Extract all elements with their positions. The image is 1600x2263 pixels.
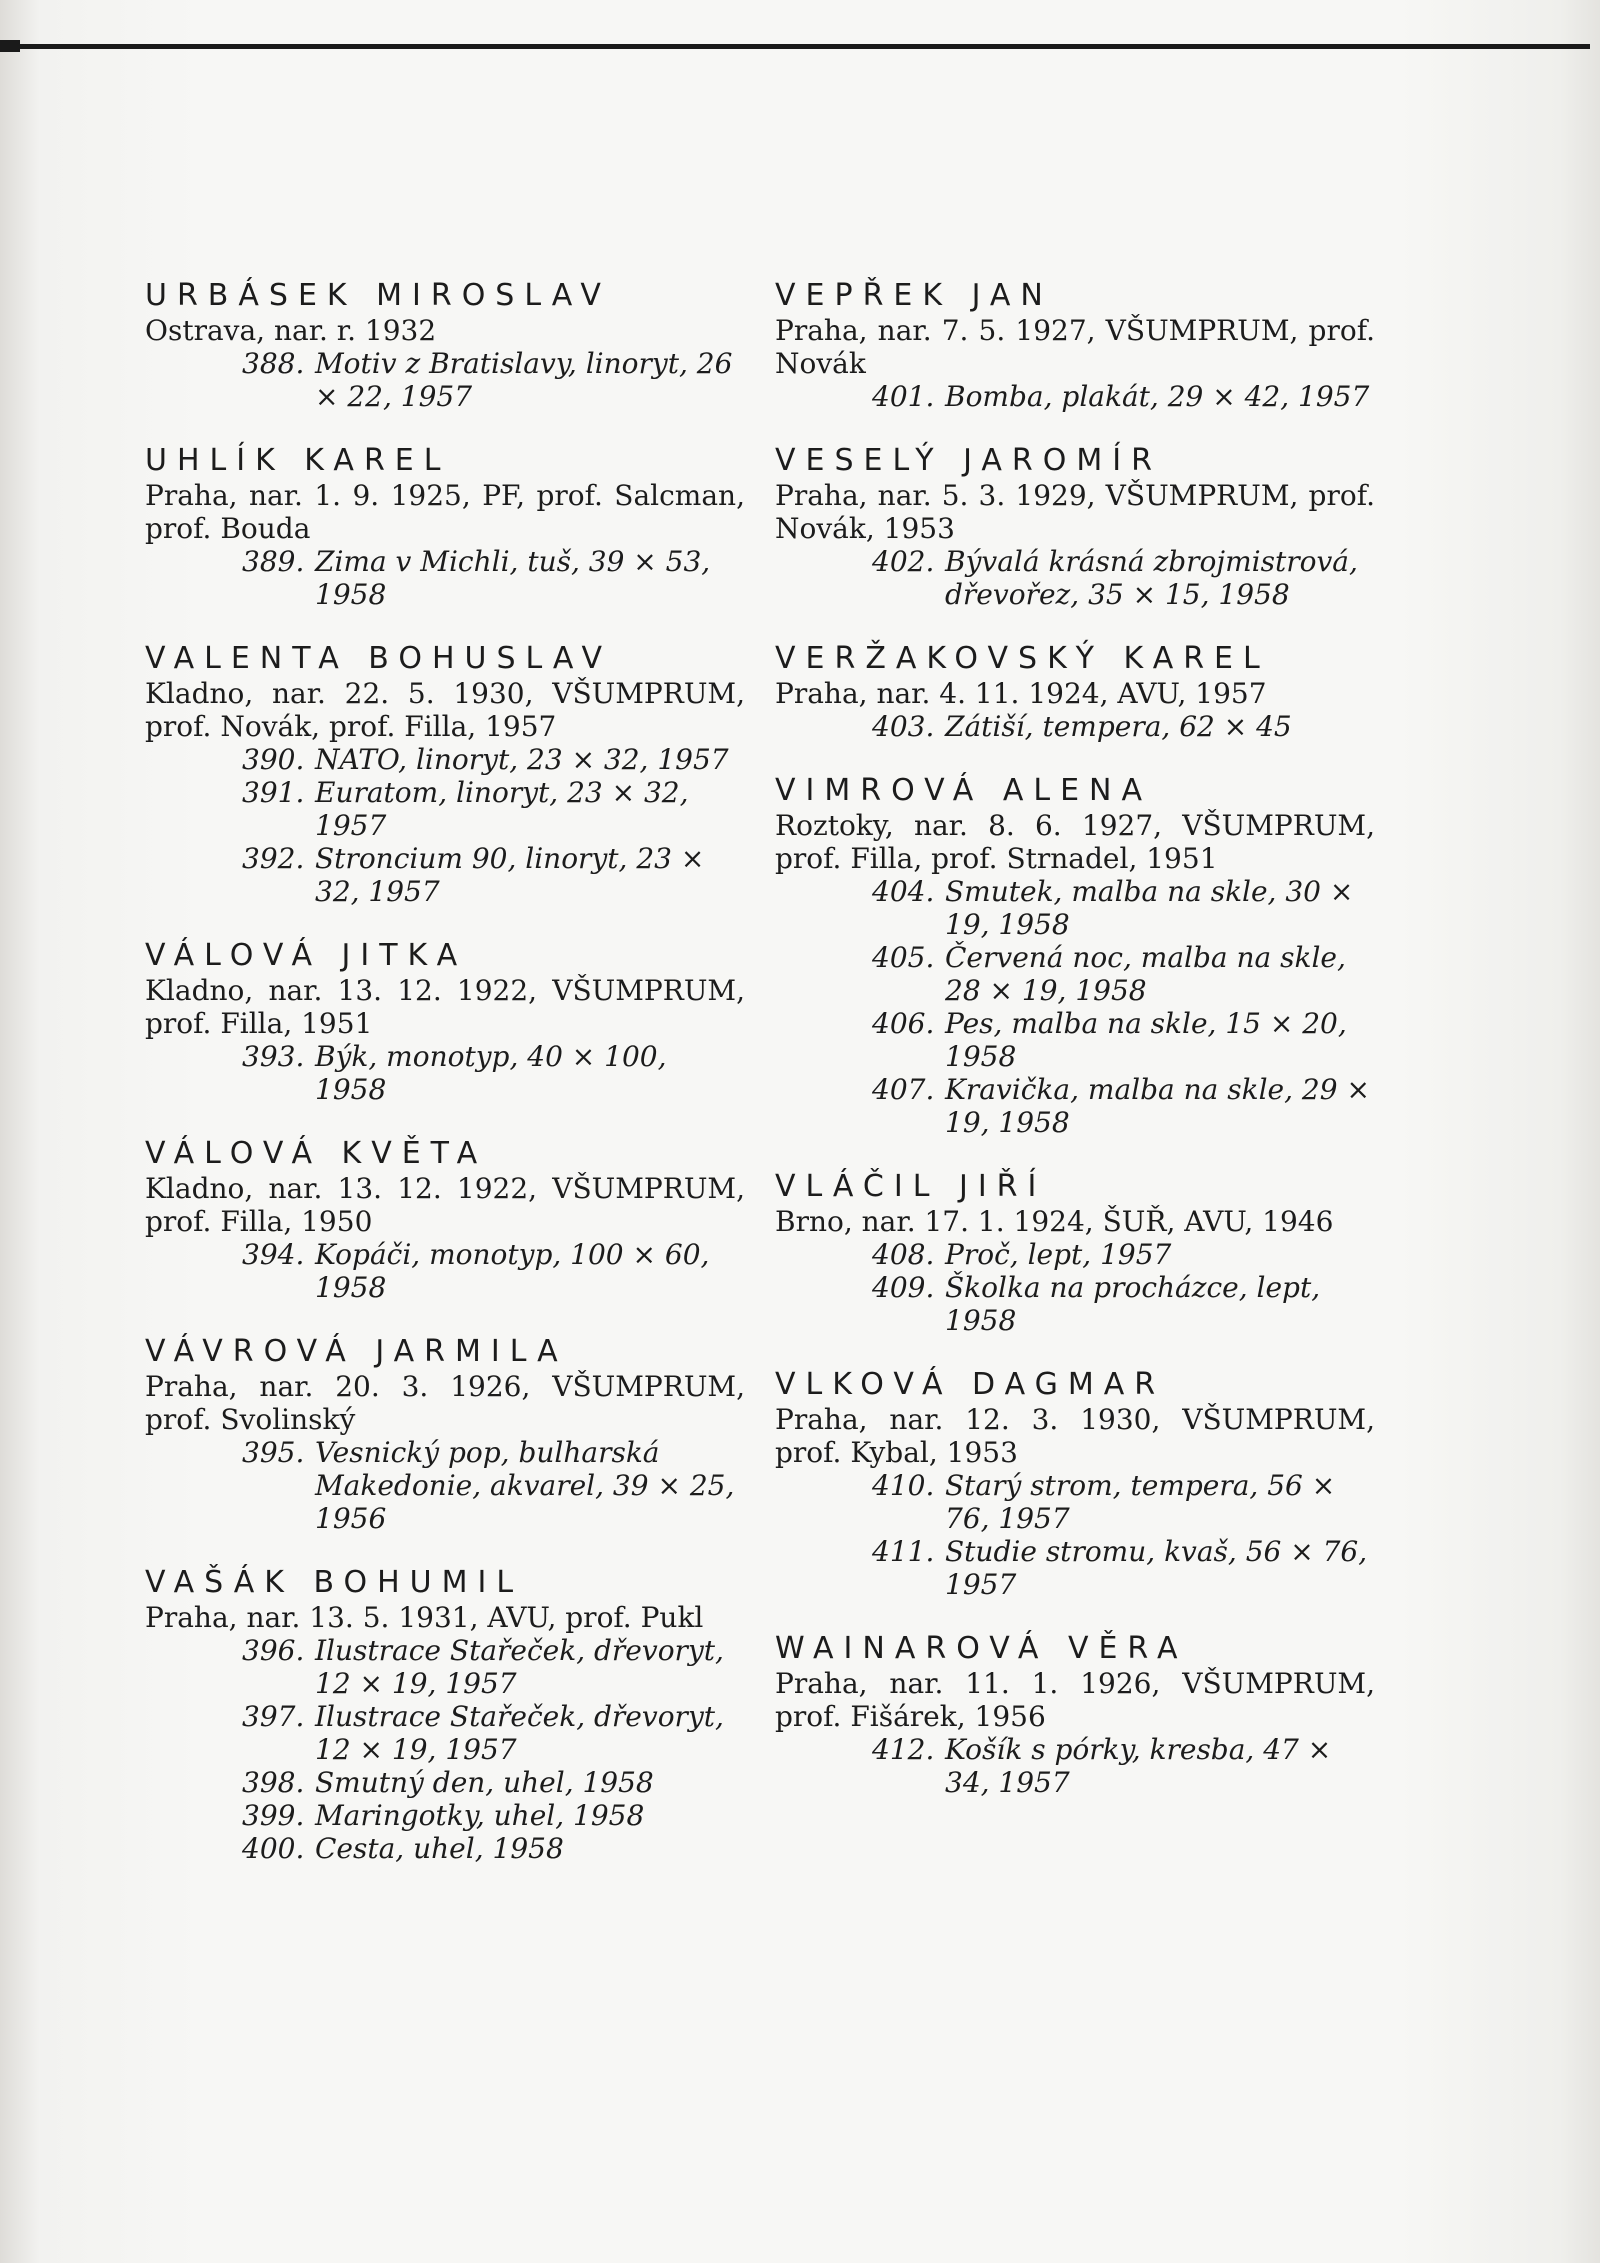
artist-name: VÁVROVÁ JARMILA bbox=[145, 1334, 568, 1369]
artist-bio: Kladno, nar. 13. 12. 1922, VŠUMPRUM, prof. Filla, 1951 bbox=[145, 974, 745, 1040]
work-number: 403. bbox=[872, 710, 935, 743]
work-number: 396. bbox=[242, 1634, 305, 1667]
work-number: 395. bbox=[242, 1436, 305, 1469]
work-description: Ilustrace Stařeček, dřevoryt, 12 × 19, 1957 bbox=[315, 1634, 724, 1700]
work-item bbox=[775, 1469, 1375, 1535]
artist-name: VEPŘEK JAN bbox=[775, 278, 1053, 313]
artist-name: VLKOVÁ DAGMAR bbox=[775, 1367, 1166, 1402]
artist-entry bbox=[775, 641, 1375, 743]
works-list bbox=[145, 1238, 745, 1304]
work-item bbox=[145, 1799, 745, 1832]
works-list bbox=[775, 1469, 1375, 1601]
work-number: 397. bbox=[242, 1700, 305, 1733]
work-description: Smutek, malba na skle, 30 × 19, 1958 bbox=[945, 875, 1354, 941]
work-description: NATO, linoryt, 23 × 32, 1957 bbox=[315, 743, 729, 776]
work-item bbox=[775, 710, 1375, 743]
artist-name: VIMROVÁ ALENA bbox=[775, 773, 1153, 808]
works-list bbox=[775, 545, 1375, 611]
work-item bbox=[145, 1766, 745, 1799]
work-item bbox=[775, 1073, 1375, 1139]
artist-bio: Praha, nar. 12. 3. 1930, VŠUMPRUM, prof. Kybal, 1953 bbox=[775, 1403, 1375, 1469]
work-item bbox=[145, 1436, 745, 1535]
work-item bbox=[775, 1733, 1375, 1799]
work-number: 392. bbox=[242, 842, 305, 875]
artist-entry bbox=[145, 443, 745, 611]
work-description: Maringotky, uhel, 1958 bbox=[315, 1799, 645, 1832]
artist-entry bbox=[145, 938, 745, 1106]
work-number: 408. bbox=[872, 1238, 935, 1271]
works-list bbox=[145, 1040, 745, 1106]
artist-bio: Kladno, nar. 22. 5. 1930, VŠUMPRUM, prof. Novák, prof. Filla, 1957 bbox=[145, 677, 745, 743]
artist-bio: Praha, nar. 11. 1. 1926, VŠUMPRUM, prof. Fišárek, 1956 bbox=[775, 1667, 1375, 1733]
artist-bio: Praha, nar. 1. 9. 1925, PF, prof. Salcman, prof. Bouda bbox=[145, 479, 745, 545]
works-list bbox=[775, 710, 1375, 743]
work-item bbox=[145, 545, 745, 611]
works-list bbox=[775, 380, 1375, 413]
artist-bio: Roztoky, nar. 8. 6. 1927, VŠUMPRUM, prof. Filla, prof. Strnadel, 1951 bbox=[775, 809, 1375, 875]
work-description: Cesta, uhel, 1958 bbox=[315, 1832, 564, 1865]
work-description: Vesnický pop, bulharská Makedonie, akvarel, 39 × 25, 1956 bbox=[315, 1436, 735, 1535]
artist-entry bbox=[775, 1169, 1375, 1337]
work-number: 410. bbox=[872, 1469, 935, 1502]
artist-entry bbox=[775, 1631, 1375, 1799]
works-list bbox=[145, 347, 745, 413]
works-list bbox=[145, 743, 745, 908]
work-item bbox=[775, 941, 1375, 1007]
work-number: 393. bbox=[242, 1040, 305, 1073]
top-rule bbox=[0, 44, 1590, 49]
work-item bbox=[775, 875, 1375, 941]
work-number: 409. bbox=[872, 1271, 935, 1304]
work-number: 388. bbox=[242, 347, 305, 380]
work-item bbox=[145, 1832, 745, 1865]
work-description: Bomba, plakát, 29 × 42, 1957 bbox=[945, 380, 1370, 413]
work-description: Zima v Michli, tuš, 39 × 53, 1958 bbox=[315, 545, 711, 611]
artist-name: VERŽAKOVSKÝ KAREL bbox=[775, 641, 1270, 676]
artist-entry bbox=[145, 1334, 745, 1535]
work-number: 398. bbox=[242, 1766, 305, 1799]
works-list bbox=[145, 1436, 745, 1535]
artist-bio: Brno, nar. 17. 1. 1924, ŠUŘ, AVU, 1946 bbox=[775, 1205, 1334, 1238]
artist-bio: Praha, nar. 5. 3. 1929, VŠUMPRUM, prof. Novák, 1953 bbox=[775, 479, 1375, 545]
work-number: 400. bbox=[242, 1832, 305, 1865]
artist-entry bbox=[775, 1367, 1375, 1601]
work-description: Stroncium 90, linoryt, 23 × 32, 1957 bbox=[315, 842, 705, 908]
works-list bbox=[145, 545, 745, 611]
work-description: Bývalá krásná zbrojmistrová, dřevořez, 35 × 15, 1958 bbox=[945, 545, 1358, 611]
work-description: Školka na procházce, lept, 1958 bbox=[945, 1271, 1321, 1337]
artist-name: VÁLOVÁ JITKA bbox=[145, 938, 468, 973]
top-rule-mark bbox=[0, 40, 20, 52]
work-description: Studie stromu, kvaš, 56 × 76, 1957 bbox=[945, 1535, 1368, 1601]
work-number: 402. bbox=[872, 545, 935, 578]
artist-bio: Praha, nar. 13. 5. 1931, AVU, prof. Pukl bbox=[145, 1601, 704, 1634]
artist-name: VÁLOVÁ KVĚTA bbox=[145, 1136, 488, 1171]
work-item bbox=[145, 347, 745, 413]
work-item bbox=[775, 1238, 1375, 1271]
work-description: Starý strom, tempera, 56 × 76, 1957 bbox=[945, 1469, 1336, 1535]
work-description: Kopáči, monotyp, 100 × 60, 1958 bbox=[315, 1238, 710, 1304]
work-item bbox=[145, 743, 745, 776]
work-description: Košík s pórky, kresba, 47 × 34, 1957 bbox=[945, 1733, 1332, 1799]
work-item bbox=[145, 1040, 745, 1106]
artist-name: UHLÍK KAREL bbox=[145, 443, 451, 478]
left-column bbox=[145, 278, 745, 1895]
works-list bbox=[775, 1238, 1375, 1337]
work-number: 404. bbox=[872, 875, 935, 908]
artist-entry bbox=[775, 278, 1375, 413]
work-item bbox=[775, 380, 1375, 413]
work-number: 399. bbox=[242, 1799, 305, 1832]
artist-bio: Praha, nar. 20. 3. 1926, VŠUMPRUM, prof. Svolinský bbox=[145, 1370, 745, 1436]
work-item bbox=[775, 1007, 1375, 1073]
artist-bio: Praha, nar. 4. 11. 1924, AVU, 1957 bbox=[775, 677, 1267, 710]
artist-bio: Kladno, nar. 13. 12. 1922, VŠUMPRUM, prof. Filla, 1950 bbox=[145, 1172, 745, 1238]
work-number: 391. bbox=[242, 776, 305, 809]
work-number: 412. bbox=[872, 1733, 935, 1766]
artist-entry bbox=[775, 773, 1375, 1139]
work-number: 406. bbox=[872, 1007, 935, 1040]
work-number: 407. bbox=[872, 1073, 935, 1106]
work-item bbox=[775, 1535, 1375, 1601]
work-description: Smutný den, uhel, 1958 bbox=[315, 1766, 654, 1799]
artist-name: VALENTA BOHUSLAV bbox=[145, 641, 613, 676]
work-item bbox=[145, 1700, 745, 1766]
artist-entry bbox=[145, 1136, 745, 1304]
work-description: Euratom, linoryt, 23 × 32, 1957 bbox=[315, 776, 689, 842]
artist-entry bbox=[145, 1565, 745, 1865]
work-number: 390. bbox=[242, 743, 305, 776]
work-number: 389. bbox=[242, 545, 305, 578]
artist-name: VESELÝ JAROMÍR bbox=[775, 443, 1162, 478]
work-number: 401. bbox=[872, 380, 935, 413]
work-description: Ilustrace Stařeček, dřevoryt, 12 × 19, 1957 bbox=[315, 1700, 724, 1766]
work-item bbox=[775, 545, 1375, 611]
works-list bbox=[775, 1733, 1375, 1799]
work-item bbox=[145, 842, 745, 908]
work-description: Býk, monotyp, 40 × 100, 1958 bbox=[315, 1040, 667, 1106]
work-description: Pes, malba na skle, 15 × 20, 1958 bbox=[945, 1007, 1347, 1073]
work-number: 405. bbox=[872, 941, 935, 974]
right-column bbox=[775, 278, 1375, 1829]
artist-entry bbox=[145, 641, 745, 908]
work-description: Zátiší, tempera, 62 × 45 bbox=[945, 710, 1292, 743]
artist-name: WAINAROVÁ VĚRA bbox=[775, 1631, 1188, 1666]
work-description: Červená noc, malba na skle, 28 × 19, 1958 bbox=[945, 941, 1346, 1007]
works-list bbox=[775, 875, 1375, 1139]
work-number: 394. bbox=[242, 1238, 305, 1271]
artist-name: VAŠÁK BOHUMIL bbox=[145, 1565, 524, 1600]
work-item bbox=[775, 1271, 1375, 1337]
artist-entry bbox=[145, 278, 745, 413]
artist-name: VLÁČIL JIŘÍ bbox=[775, 1169, 1047, 1204]
artist-bio: Ostrava, nar. r. 1932 bbox=[145, 314, 437, 347]
work-number: 411. bbox=[872, 1535, 935, 1568]
work-item bbox=[145, 776, 745, 842]
work-description: Kravička, malba na skle, 29 × 19, 1958 bbox=[945, 1073, 1370, 1139]
artist-bio: Praha, nar. 7. 5. 1927, VŠUMPRUM, prof. Novák bbox=[775, 314, 1375, 380]
work-item bbox=[145, 1634, 745, 1700]
work-description: Motiv z Bratislavy, linoryt, 26 × 22, 1957 bbox=[315, 347, 733, 413]
work-item bbox=[145, 1238, 745, 1304]
work-description: Proč, lept, 1957 bbox=[945, 1238, 1172, 1271]
artist-entry bbox=[775, 443, 1375, 611]
works-list bbox=[145, 1634, 745, 1865]
artist-name: URBÁSEK MIROSLAV bbox=[145, 278, 611, 313]
